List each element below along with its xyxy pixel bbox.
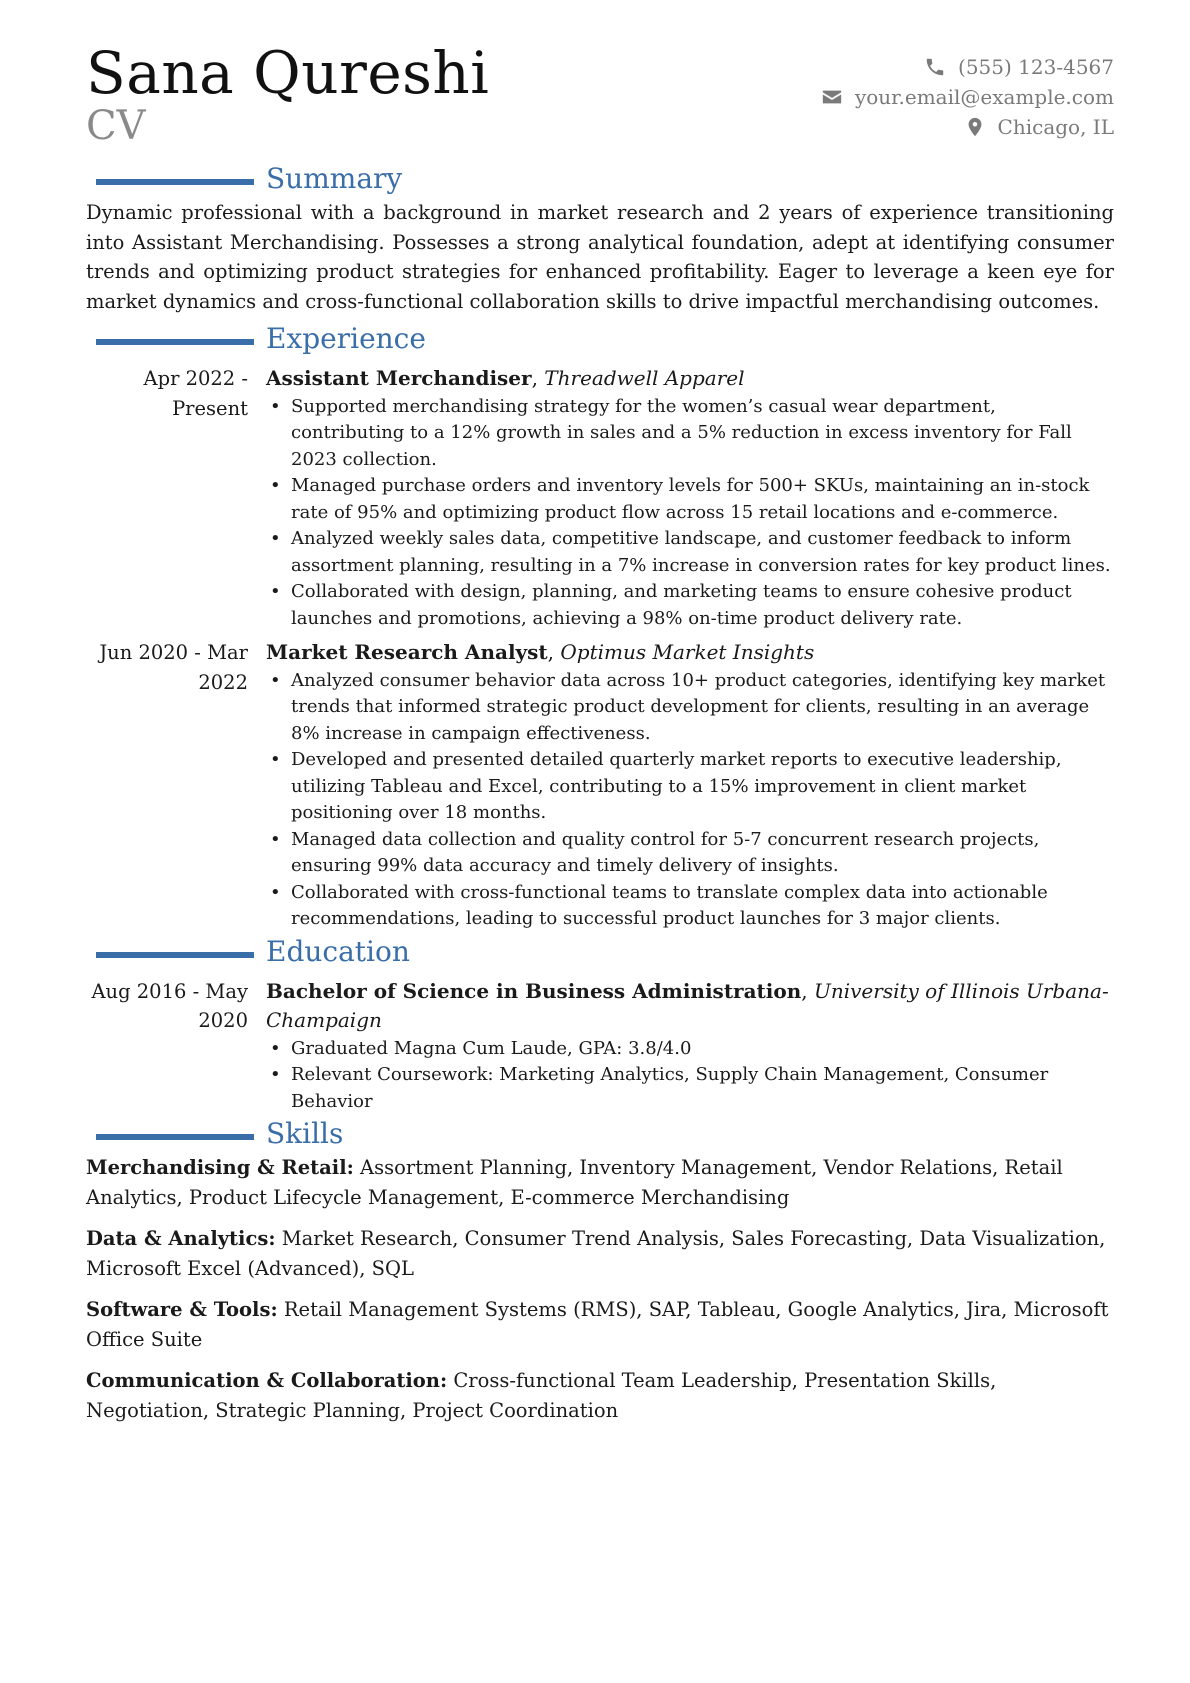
- cv-page: [86, 40, 1114, 1437]
- phone-icon: [924, 56, 946, 78]
- section-title-education: Education: [266, 934, 410, 968]
- skill-list: Market Research, Consumer Trend Analysis, Sales Forecasting, Data Visualization, Microsoft Excel (Advanced), SQL: [86, 1227, 1106, 1280]
- bullet-item: • Relevant Coursework: Marketing Analytics, Supply Chain Management, Consumer Behavior: [266, 1062, 1114, 1115]
- bullet-item: • Graduated Magna Cum Laude, GPA: 3.8/4.0: [266, 1036, 1114, 1063]
- envelope-icon: [821, 86, 843, 108]
- entry-date: Jun 2020 - Mar 2022: [99, 641, 248, 694]
- person-name: Sana Qureshi: [86, 39, 490, 107]
- bullet-item: • Developed and presented detailed quarterly market reports to executive leadership, utilizing Tableau and Excel, contributing to a 15% improvement in client market positioning over 18 months.: [266, 747, 1114, 827]
- job-role: Market Research Analyst: [266, 640, 548, 664]
- bullet-item: • Managed data collection and quality control for 5-7 concurrent research projects, ensuring 99% data accuracy and timely delivery of insights.: [266, 827, 1114, 880]
- skill-list: Assortment Planning, Inventory Management, Vendor Relations, Retail Analytics, Product Lifecycle Management, E-commerce Merchandising: [86, 1156, 1063, 1209]
- contact-info: [821, 52, 1114, 142]
- section-title-experience: Experience: [266, 322, 426, 355]
- skill-category: Merchandising & Retail:: [86, 1156, 354, 1179]
- entry-title: Market Research Analyst, Optimus Market Insights: [266, 640, 815, 664]
- skill-list: Retail Management Systems (RMS), SAP, Tableau, Google Analytics, Jira, Microsoft Office Suite: [86, 1298, 1109, 1351]
- job-organization: Optimus Market Insights: [560, 640, 815, 664]
- location-text: Chicago, IL: [997, 115, 1114, 139]
- bullet-item: • Analyzed consumer behavior data across 10+ product categories, identifying key market trends that informed strategic product development for clients, resulting in an average 8% increase in campaign effectiveness.: [266, 668, 1114, 748]
- skill-group: [86, 1366, 1114, 1425]
- summary-text: Dynamic professional with a background in market research and 2 years of experience transitioning into Assistant Merchandising. Possesses a strong analytical foundation, adept at identifying consumer trends and optimizing product strategies for enhanced profitability. Eager to leverage a keen eye for market dynamics and cross-functional collaboration skills to drive impactful merchandising outcomes.: [86, 201, 1114, 313]
- section-header-skills: [86, 1115, 1114, 1153]
- entry-date: Aug 2016 - May 2020: [91, 979, 248, 1032]
- skill-list: Cross-functional Team Leadership, Presentation Skills, Negotiation, Strategic Planning, Project Coordination: [86, 1369, 997, 1422]
- skill-category: Data & Analytics:: [86, 1227, 276, 1250]
- cv-header: [86, 40, 1114, 160]
- contact-location: [821, 112, 1114, 142]
- experience-entry: [86, 364, 1114, 632]
- education-entry: [86, 977, 1114, 1116]
- skill-group: [86, 1295, 1114, 1354]
- bullet-item: • Collaborated with cross-functional teams to translate complex data into actionable recommendations, leading to successful product launches for 3 major clients.: [266, 880, 1114, 933]
- document-subtitle: CV: [86, 103, 146, 149]
- skill-group: [86, 1153, 1114, 1212]
- section-title-skills: Skills: [266, 1117, 344, 1150]
- section-divider-bar: [96, 1134, 254, 1140]
- skill-group: [86, 1224, 1114, 1283]
- map-marker-icon: [964, 116, 986, 138]
- bullet-item: • Managed purchase orders and inventory levels for 500+ SKUs, maintaining an in-stock rate of 95% and optimizing product flow across 15 retail locations and e-commerce.: [266, 473, 1114, 526]
- section-header-experience: [86, 320, 1114, 358]
- experience-entry: [86, 638, 1114, 933]
- institution-name: University of Illinois Urbana-Champaign: [266, 978, 1109, 1032]
- contact-email: [821, 82, 1114, 112]
- skill-category: Software & Tools:: [86, 1298, 278, 1321]
- degree-name: Bachelor of Science in Business Administration: [266, 978, 802, 1003]
- job-role: Assistant Merchandiser: [266, 366, 532, 390]
- entry-title: Bachelor of Science in Business Administration, University of Illinois Urbana-Champaign: [266, 978, 1109, 1032]
- skill-category: Communication & Collaboration:: [86, 1369, 448, 1392]
- phone-number[interactable]: (555) 123-4567: [958, 55, 1114, 79]
- section-title-summary: Summary: [266, 162, 403, 195]
- contact-phone: [821, 52, 1114, 82]
- entry-title: Assistant Merchandiser, Threadwell Apparel: [266, 366, 745, 390]
- entry-body: [266, 364, 1114, 632]
- section-divider-bar: [96, 339, 254, 345]
- job-organization: Threadwell Apparel: [544, 366, 745, 390]
- section-header-education: [86, 933, 1114, 971]
- section-divider-bar: [96, 952, 254, 958]
- bullet-item: • Analyzed weekly sales data, competitive landscape, and customer feedback to inform assortment planning, resulting in a 7% increase in conversion rates for key product lines.: [266, 526, 1114, 579]
- entry-body: [266, 638, 1114, 933]
- bullet-item: • Supported merchandising strategy for the women’s casual wear department, contributing to a 12% growth in sales and a 5% reduction in excess inventory for Fall 2023 collection.: [266, 394, 1114, 474]
- entry-date: Apr 2022 - Present: [143, 367, 248, 420]
- bullet-list: [266, 394, 1114, 633]
- email-address[interactable]: your.email@example.com: [854, 85, 1114, 109]
- bullet-list: [266, 668, 1114, 933]
- bullet-item: • Collaborated with design, planning, and marketing teams to ensure cohesive product launches and promotions, achieving a 98% on-time product delivery rate.: [266, 579, 1114, 632]
- section-divider-bar: [96, 179, 254, 185]
- bullet-list: [266, 1036, 1114, 1116]
- section-header-summary: [86, 160, 1114, 198]
- entry-body: [266, 977, 1114, 1116]
